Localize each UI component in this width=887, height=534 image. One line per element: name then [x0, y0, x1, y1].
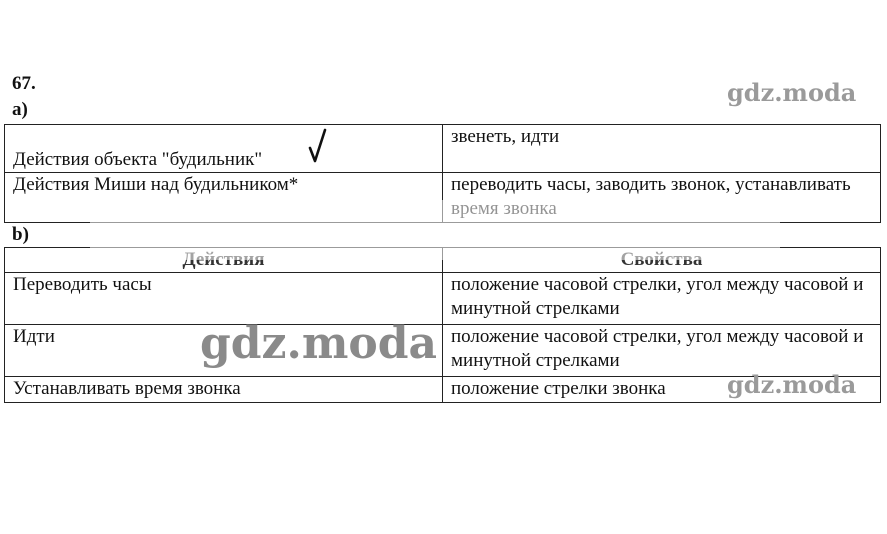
watermark-overlay [90, 200, 780, 260]
table-cell [5, 125, 443, 173]
cell-text: Устанавливать время звонка [13, 378, 241, 399]
table-cell [443, 325, 881, 377]
cell-text: положение часовой стрелки, угол между часовой и минутной стрелками [451, 274, 864, 319]
cell-text: Действия объекта "будильник" [13, 149, 263, 170]
table-cell [5, 377, 443, 403]
table-cell [5, 273, 443, 325]
exercise-number: 67. [12, 73, 36, 94]
table-cell [443, 273, 881, 325]
watermark: gdz.moda [200, 318, 438, 369]
part-b-label: b) [12, 224, 29, 245]
part-a-label: a) [12, 99, 28, 120]
table-cell [443, 125, 881, 173]
table-row [5, 325, 881, 377]
watermark: gdz.moda [727, 370, 857, 399]
cell-text: звенеть, идти [451, 126, 560, 147]
table-row [5, 125, 881, 173]
cell-text: положение часовой стрелки, угол между часовой и минутной стрелками [451, 326, 864, 371]
checkmark-icon [308, 128, 328, 164]
cell-text: положение стрелки звонка [451, 378, 666, 399]
cell-text: Идти [13, 326, 55, 347]
watermark: gdz.moda [727, 78, 857, 107]
table-row [5, 273, 881, 325]
cell-text: переводить часы, заводить звонок, устанавливать [451, 174, 851, 195]
cell-text: Действия Миши над будильником* [13, 174, 299, 195]
cell-text: Переводить часы [13, 274, 152, 295]
